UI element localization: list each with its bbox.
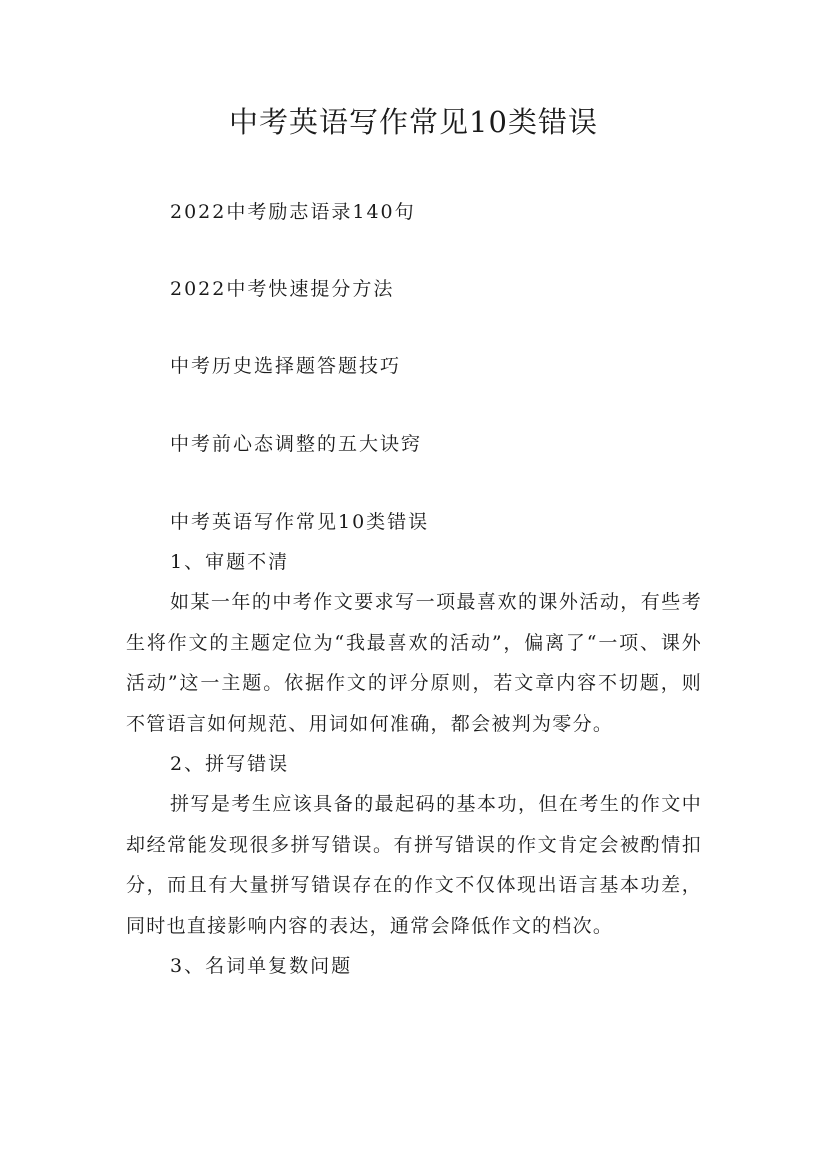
related-link-3[interactable]: 中考历史选择题答题技巧 [170,355,402,377]
page-title: 中考英语写作常见10类错误 [229,105,598,139]
related-link-2[interactable]: 2022中考快速提分方法 [170,278,395,300]
related-link-1[interactable]: 2022中考励志语录140句 [170,201,416,223]
related-link-4[interactable]: 中考前心态调整的五大诀窍 [170,433,423,455]
article-body [126,542,702,986]
section-paragraph-1: 如某一年的中考作文要求写一项最喜欢的课外活动，有些考生将作文的主题定位为“我最喜欢的活动”，偏离了“一项、课外活动”这一主题。依据作文的评分原则，若文章内容不切题，则不管语言如何规范、用词如何准确，都会被判为零分。 [126,591,702,735]
section-heading-1: 1、审题不清 [170,551,290,573]
section-paragraph-2: 拼写是考生应该具备的最起码的基本功，但在考生的作文中却经常能发现很多拼写错误。有拼写错误的作文肯定会被酌情扣分，而且有大量拼写错误存在的作文不仅体现出语言基本功差，同时也直接影响内容的表达，通常会降低作文的档次。 [126,793,702,937]
section-heading-3: 3、名词单复数问题 [170,955,353,978]
section-heading-2: 2、拼写错误 [170,753,290,776]
related-link-5[interactable]: 中考英语写作常见10类错误 [170,511,430,533]
